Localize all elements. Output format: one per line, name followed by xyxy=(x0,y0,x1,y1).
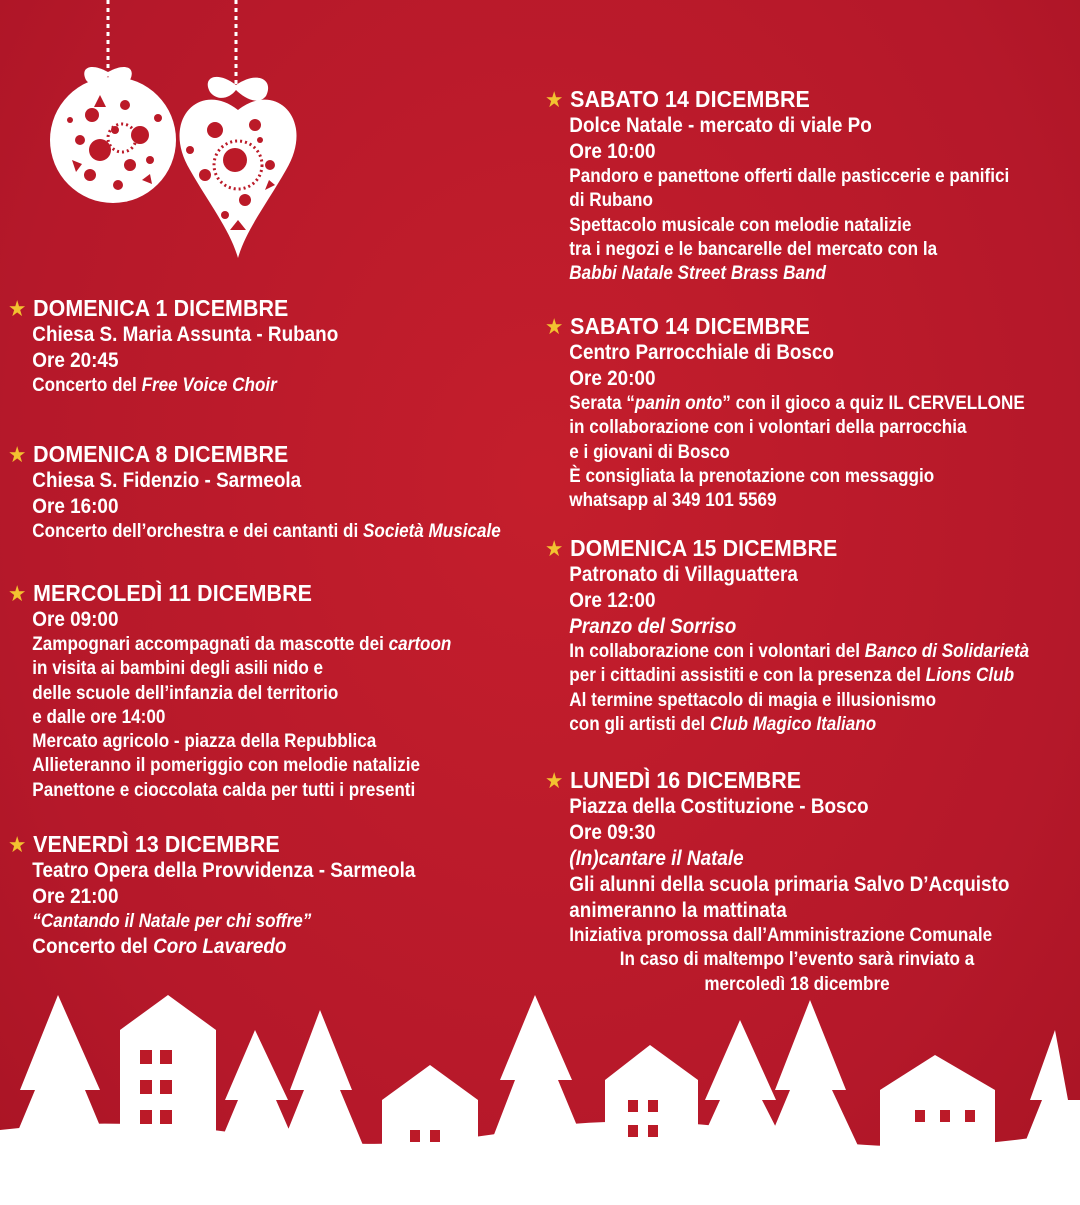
event-place: Chiesa S. Fidenzio - Sarmeola xyxy=(32,469,302,492)
event-title: “Cantando il Natale per chi soffre” xyxy=(32,911,312,932)
event-line: animeranno la mattinata xyxy=(569,899,787,922)
event-time: Ore 21:00 xyxy=(32,885,119,908)
event-line: Babbi Natale Street Brass Band xyxy=(569,263,826,285)
event-line: in visita ai bambini degli asili nido e xyxy=(32,658,324,680)
star-icon: ★ xyxy=(8,442,27,467)
event-line: Spettacolo musicale con melodie natalizie xyxy=(569,214,912,236)
event-place: Teatro Opera della Provvidenza - Sarmeola xyxy=(32,859,416,882)
event-place: Piazza della Costituzione - Bosco xyxy=(569,795,869,818)
event-line: di Rubano xyxy=(569,190,653,212)
star-icon: ★ xyxy=(545,314,564,339)
event-venerdi-13 xyxy=(8,831,461,960)
christmas-ornament-icon xyxy=(30,0,330,270)
event-line: Zampognari accompagnati da mascotte dei cartoon xyxy=(32,634,452,655)
star-icon: ★ xyxy=(8,581,27,606)
event-day: DOMENICA 15 DICEMBRE xyxy=(570,535,838,561)
event-line: tra i negozi e le bancarelle del mercato con la xyxy=(569,238,938,260)
star-icon: ★ xyxy=(545,536,564,561)
event-title: (In)cantare il Natale xyxy=(569,847,744,870)
event-line: Panettone e cioccolata calda per tutti i presenti xyxy=(32,779,416,801)
event-line: Pandoro e panettone offerti dalle pasticcerie e panifici xyxy=(569,166,1010,187)
event-title: Pranzo del Sorriso xyxy=(569,615,737,638)
star-icon: ★ xyxy=(8,296,27,321)
star-icon: ★ xyxy=(545,87,564,112)
event-domenica-8 xyxy=(8,441,556,544)
snowy-village-illustration xyxy=(0,980,1080,1205)
star-icon: ★ xyxy=(8,832,27,857)
event-line: In collaborazione con i volontari del Banco di Solidarietà xyxy=(569,641,1030,662)
event-line: e i giovani di Bosco xyxy=(569,441,730,463)
star-icon: ★ xyxy=(545,768,564,793)
event-line: con gli artisti del Club Magico Italiano xyxy=(569,713,877,735)
event-lunedi-16 xyxy=(545,767,1080,997)
event-line: È consigliata la prenotazione con messaggio xyxy=(569,465,935,487)
event-time: Ore 09:30 xyxy=(569,821,656,844)
event-time: Ore 09:00 xyxy=(32,608,119,631)
event-time: Ore 16:00 xyxy=(32,495,119,518)
event-place: Dolce Natale - mercato di viale Po xyxy=(569,114,872,137)
event-place: Chiesa S. Maria Assunta - Rubano xyxy=(32,323,339,346)
event-note: mercoledì 18 dicembre xyxy=(704,973,890,995)
event-note: In caso di maltempo l’evento sarà rinviato a xyxy=(619,949,975,971)
event-time: Ore 10:00 xyxy=(569,140,656,163)
event-time: e dalle ore 14:00 xyxy=(32,706,166,728)
event-place: Centro Parrocchiale di Bosco xyxy=(569,341,834,364)
event-day: DOMENICA 1 DICEMBRE xyxy=(33,295,289,321)
event-description: Concerto del Free Voice Choir xyxy=(32,375,277,396)
event-sabato-14-sera xyxy=(545,313,1078,513)
event-day: SABATO 14 DICEMBRE xyxy=(570,313,810,339)
event-day: LUNEDÌ 16 DICEMBRE xyxy=(570,767,802,793)
event-line: delle scuole dell’infanzia del territorio xyxy=(32,682,339,704)
event-sabato-14-mattina xyxy=(545,86,1061,286)
event-line: Mercato agricolo - piazza della Repubblica xyxy=(32,731,377,753)
event-day: SABATO 14 DICEMBRE xyxy=(570,86,810,112)
event-line: Allieteranno il pomeriggio con melodie natalizie xyxy=(32,755,420,777)
event-line: Al termine spettacolo di magia e illusionismo xyxy=(569,689,937,711)
event-domenica-15 xyxy=(545,535,1080,737)
event-line: Serata “panin onto” con il gioco a quiz IL CERVELLONE xyxy=(569,393,1025,414)
event-line: whatsapp al 349 101 5569 xyxy=(569,490,777,512)
event-line: in collaborazione con i volontari della parrocchia xyxy=(569,417,967,439)
event-line: Iniziativa promossa dall’Amministrazione Comunale xyxy=(569,925,993,946)
event-day: DOMENICA 8 DICEMBRE xyxy=(33,441,289,467)
event-description: Concerto dell’orchestra e dei cantanti di Società Musicale xyxy=(32,521,501,542)
event-line: Gli alunni della scuola primaria Salvo D’Acquisto xyxy=(569,873,1010,896)
event-day: VENERDÌ 13 DICEMBRE xyxy=(33,831,280,857)
event-line: per i cittadini assistiti e con la presenza del Lions Club xyxy=(569,665,1015,687)
event-day: MERCOLEDÌ 11 DICEMBRE xyxy=(33,580,312,606)
event-domenica-1 xyxy=(8,295,375,398)
event-time: Ore 20:45 xyxy=(32,349,119,372)
event-mercoledi-11 xyxy=(8,580,501,803)
event-time: Ore 20:00 xyxy=(569,367,656,390)
event-description: Concerto del Coro Lavaredo xyxy=(32,935,287,959)
event-place: Patronato di Villaguattera xyxy=(569,563,798,586)
event-time: Ore 12:00 xyxy=(569,589,656,612)
